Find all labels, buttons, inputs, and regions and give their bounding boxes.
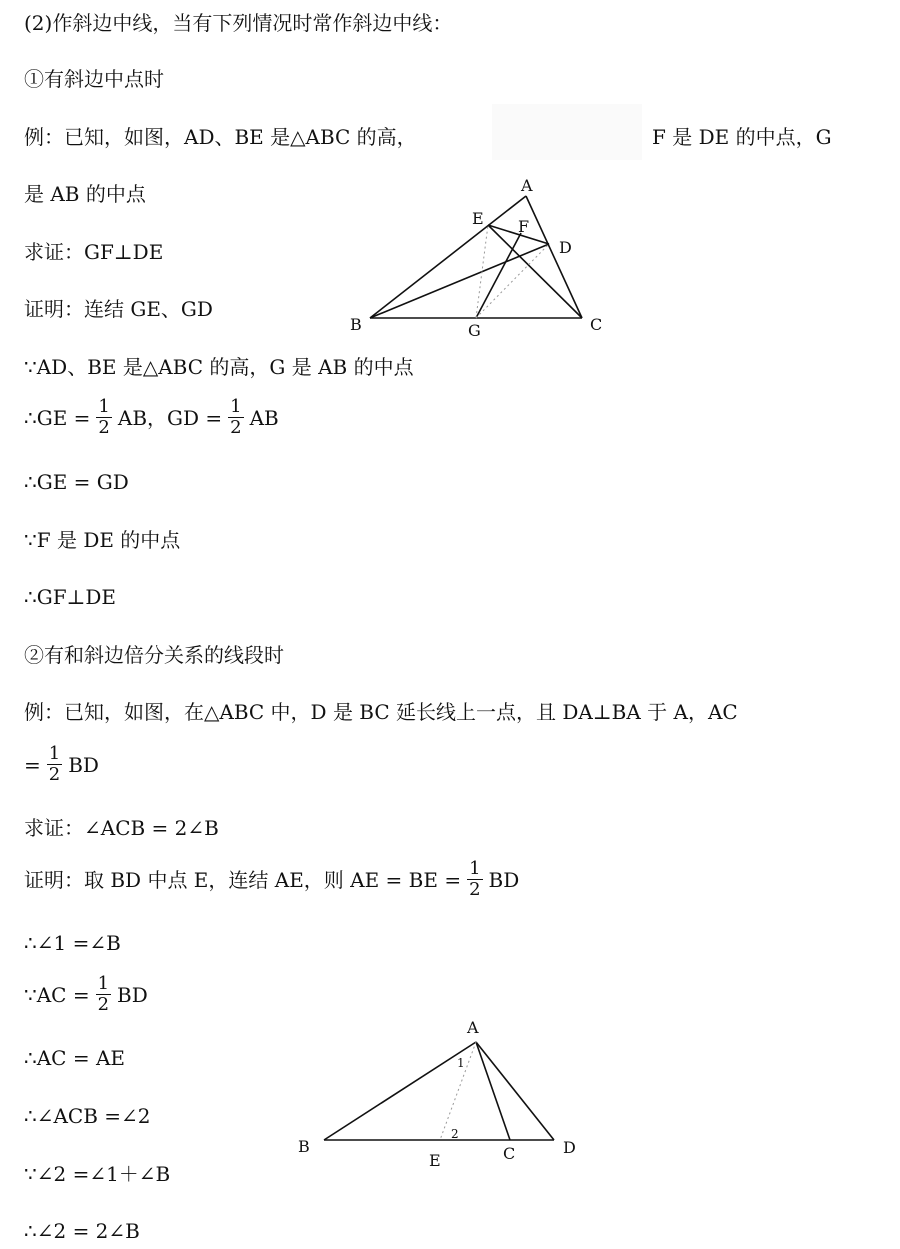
vertex-d-label: D [563,1138,576,1157]
fraction-denominator: 2 [48,764,61,785]
altitude-bd [370,244,549,318]
fraction-denominator: 2 [98,417,110,438]
segment-ge-dotted [476,225,488,318]
proof-1-step-4-text: ∵F 是 DE 的中点 [24,528,181,552]
fraction-denominator: 2 [230,417,242,438]
bd-label: BD [488,867,520,892]
proof-2-step-3-text: ∴AC = AE [24,1046,125,1070]
proof-1-step-3-text: ∴GE = GD [24,470,129,494]
figure-2 [324,1042,554,1140]
vertex-b-label: B [350,315,362,334]
ac-label: ∵AC = [24,982,90,1007]
proof-1-conclusion-text: ∴GF⊥DE [24,585,117,609]
vertex-b-label: B [298,1137,310,1156]
vertex-a-label: A [467,1018,479,1037]
fraction-numerator: 1 [469,858,481,879]
case-1-heading-text: ①有斜边中点时 [24,67,164,91]
side-ac [526,196,582,318]
segment-gf [476,233,521,318]
side-ad [476,1042,554,1140]
proof-2-conclusion-text: ∴∠2 = 2∠B [24,1219,140,1243]
example-2-text: 例：已知，如图，在△ABC 中，D 是 BC 延长线上一点，且 DA⊥BA 于 A，AC [24,700,738,724]
vertex-e-label: E [429,1151,441,1170]
bd-label: BD [117,982,148,1007]
case-2-heading-text: ②有和斜边倍分关系的线段时 [24,643,284,667]
side-ab [324,1042,476,1140]
example-1-text-c: 是 AB 的中点 [24,182,146,206]
fraction-numerator: 1 [98,396,110,417]
proof-2-step-5-text: ∵∠2 =∠1＋∠B [24,1162,171,1186]
vertex-a-label: A [521,176,533,195]
ge-label: ∴GE = [24,405,91,430]
fraction-denominator: 2 [97,994,110,1015]
fraction-numerator: 1 [97,973,110,994]
prove-2-text: 求证：∠ACB = 2∠B [24,816,219,840]
prove-1-text: 求证：GF⊥DE [24,240,164,264]
ab-label: AB [249,405,279,430]
vertex-g-label: G [468,321,481,340]
vertex-c-label: C [590,315,603,334]
figure-2-labels [298,1018,576,1170]
figure-1-labels [350,176,602,340]
proof-2-step-4-text: ∴∠ACB =∠2 [24,1104,151,1128]
vertex-c-label: C [503,1144,516,1163]
example-1-text-b: F 是 DE 的中点，G [652,125,832,149]
section-heading-text: (2)作斜边中线，当有下列情况时常作斜边中线： [24,11,453,35]
angle-2-label: 2 [451,1127,459,1141]
proof-1-step-1-text: ∵AD、BE 是△ABC 的高，G 是 AB 的中点 [24,355,414,379]
side-ac [476,1042,510,1140]
fraction-numerator: 1 [48,743,61,764]
proof-2-start-text: 证明：取 BD 中点 E，连结 AE，则 AE = BE = [24,867,462,892]
vertex-f-label: F [518,217,530,236]
angle-1-label: 1 [457,1056,465,1070]
example-1-text-a: 例：已知，如图，AD、BE 是△ABC 的高， [24,125,417,149]
equals-sign: = [24,752,41,777]
gd-label: AB，GD = [117,405,223,430]
proof-2-step-1-text: ∴∠1 =∠B [24,931,121,955]
fraction-denominator: 2 [469,879,481,900]
proof-1-start-text: 证明：连结 GE、GD [24,297,213,321]
bd-label: BD [68,752,99,777]
vertex-e-label: E [472,209,484,228]
segment-gd-dotted [476,244,549,318]
vertex-d-label: D [559,238,572,257]
fraction-numerator: 1 [230,396,242,417]
side-ab [370,196,526,318]
